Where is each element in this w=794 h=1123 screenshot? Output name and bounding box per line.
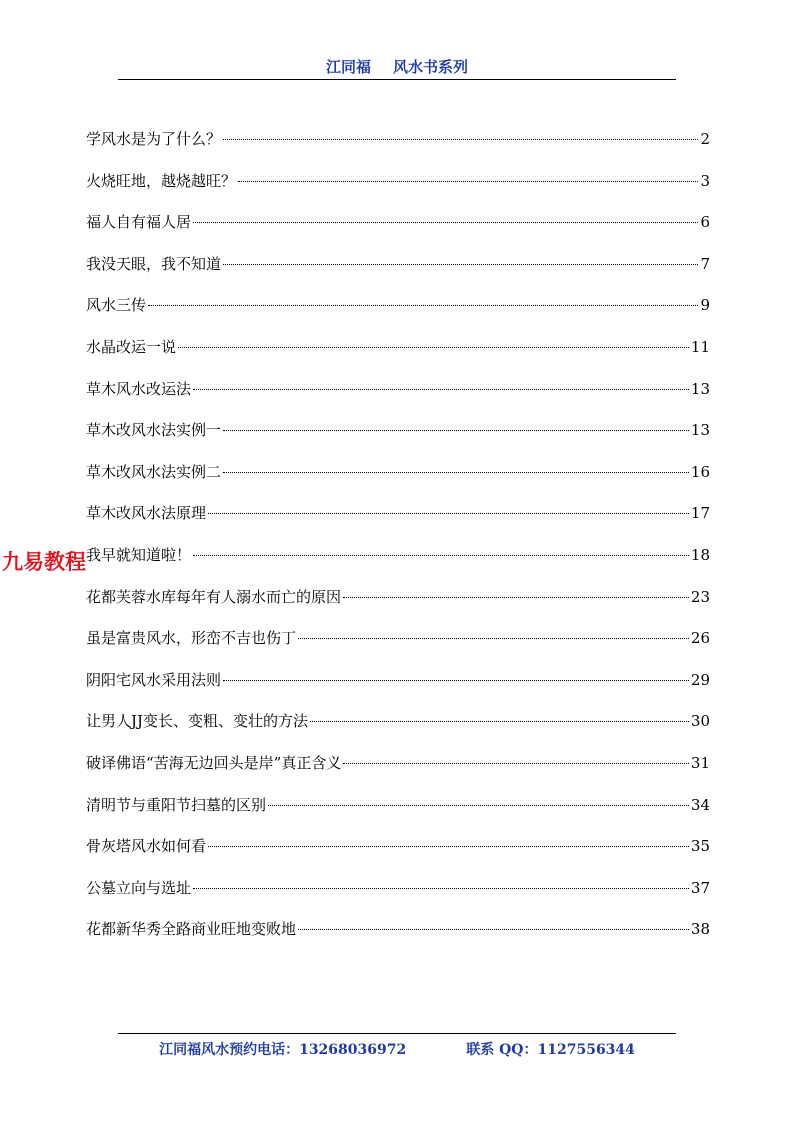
- toc-entry[interactable]: [86, 500, 710, 542]
- toc-entry-page: 30: [690, 712, 710, 731]
- toc-entry[interactable]: [86, 376, 710, 418]
- toc-entry-page: 16: [690, 462, 710, 481]
- toc-leader-dots: [298, 638, 689, 639]
- toc-entry-page: 31: [690, 753, 710, 772]
- toc-entry[interactable]: [86, 209, 710, 251]
- toc-entry-page: 29: [690, 670, 710, 689]
- toc-leader-dots: [193, 555, 689, 556]
- toc-entry-title: 水晶改运一说: [86, 337, 177, 356]
- toc-leader-dots: [208, 513, 689, 514]
- page-header: [118, 56, 676, 77]
- page-footer: [118, 1039, 676, 1059]
- toc-entry-page: 18: [690, 545, 710, 564]
- toc-leader-dots: [193, 389, 689, 390]
- toc-leader-dots: [223, 264, 698, 265]
- toc-entry-page: 37: [690, 878, 710, 897]
- toc-leader-dots: [223, 139, 698, 140]
- toc-entry-title: 草木改风水法实例一: [86, 421, 222, 440]
- toc-entry-page: 13: [690, 421, 710, 440]
- toc-leader-dots: [223, 680, 689, 681]
- toc-entry-title: 学风水是为了什么？: [86, 130, 222, 148]
- footer-divider: [118, 1033, 676, 1034]
- toc-leader-dots: [238, 181, 698, 182]
- toc-entry-page: 6: [700, 213, 710, 232]
- toc-entry-page: 7: [700, 254, 710, 273]
- toc-entry-title: 花都芙蓉水库每年有人溺水而亡的原因: [86, 587, 342, 606]
- toc-leader-dots: [223, 430, 689, 431]
- toc-leader-dots: [310, 721, 689, 722]
- toc-entry[interactable]: [86, 667, 710, 709]
- toc-leader-dots: [193, 888, 689, 889]
- toc-entry-title: 火烧旺地，越烧越旺？: [86, 171, 237, 190]
- toc-entry[interactable]: [86, 916, 710, 958]
- toc-entry-title: 我没天眼，我不知道: [86, 254, 222, 273]
- toc-leader-dots: [223, 472, 689, 473]
- toc-entry-title: 公墓立向与选址: [86, 878, 192, 897]
- toc-entry[interactable]: [86, 168, 710, 210]
- toc-entry-title: 我早就知道啦！: [86, 545, 192, 564]
- toc-entry[interactable]: [86, 542, 710, 584]
- toc-entry[interactable]: [86, 833, 710, 875]
- toc-entry-title: 风水三传: [86, 296, 147, 315]
- toc-entry-page: 26: [690, 629, 710, 648]
- toc-entry-title: 花都新华秀全路商业旺地变败地: [86, 920, 297, 939]
- toc-leader-dots: [178, 347, 689, 348]
- toc-entry[interactable]: [86, 875, 710, 917]
- toc-leader-dots: [343, 763, 689, 764]
- toc-entry-page: 23: [690, 587, 710, 606]
- toc-entry-page: 11: [690, 337, 710, 356]
- toc-entry-title: 虽是富贵风水，形峦不吉也伤丁: [86, 629, 297, 648]
- header-divider: [118, 79, 676, 80]
- toc-entry-title: 草木改风水法实例二: [86, 462, 222, 481]
- footer-phone: 江同福风水预约电话：13268036972: [159, 1042, 407, 1058]
- toc-leader-dots: [208, 846, 689, 847]
- table-of-contents: [86, 126, 710, 958]
- toc-entry-title: 清明节与重阳节扫墓的区别: [86, 795, 267, 814]
- toc-entry[interactable]: [86, 417, 710, 459]
- toc-entry-page: 2: [700, 130, 710, 148]
- toc-leader-dots: [343, 597, 689, 598]
- toc-leader-dots: [193, 222, 698, 223]
- toc-entry[interactable]: [86, 625, 710, 667]
- toc-entry[interactable]: [86, 126, 710, 168]
- toc-entry-title: 阴阳宅风水采用法则: [86, 670, 222, 689]
- toc-entry-page: 9: [700, 296, 710, 315]
- toc-entry-page: 35: [690, 837, 710, 856]
- toc-entry-title: 草木风水改运法: [86, 379, 192, 398]
- toc-entry[interactable]: [86, 292, 710, 334]
- toc-entry-title: 让男人JJ变长、变粗、变壮的方法: [86, 712, 309, 731]
- toc-entry[interactable]: [86, 584, 710, 626]
- toc-entry-page: 13: [690, 379, 710, 398]
- toc-entry-page: 17: [690, 504, 710, 523]
- toc-entry-page: 38: [690, 920, 710, 939]
- toc-entry-title: 草木改风水法原理: [86, 504, 207, 523]
- header-author: 江同福: [325, 58, 371, 76]
- toc-leader-dots: [298, 929, 689, 930]
- toc-entry-title: 破译佛语“苦海无边回头是岸”真正含义: [86, 753, 342, 772]
- toc-entry[interactable]: [86, 750, 710, 792]
- toc-leader-dots: [268, 805, 689, 806]
- toc-entry-title: 福人自有福人居: [86, 213, 192, 232]
- toc-leader-dots: [148, 305, 698, 306]
- toc-entry[interactable]: [86, 334, 710, 376]
- toc-entry-page: 34: [690, 795, 710, 814]
- toc-entry[interactable]: [86, 251, 710, 293]
- footer-qq: 联系 QQ：1127556344: [466, 1042, 635, 1058]
- toc-entry-title: 骨灰塔风水如何看: [86, 837, 207, 856]
- watermark-logo: 九易教程: [2, 550, 86, 574]
- toc-entry[interactable]: [86, 459, 710, 501]
- toc-entry-page: 3: [700, 171, 710, 190]
- toc-entry[interactable]: [86, 708, 710, 750]
- header-series: 风水书系列: [393, 58, 469, 76]
- toc-entry[interactable]: [86, 792, 710, 834]
